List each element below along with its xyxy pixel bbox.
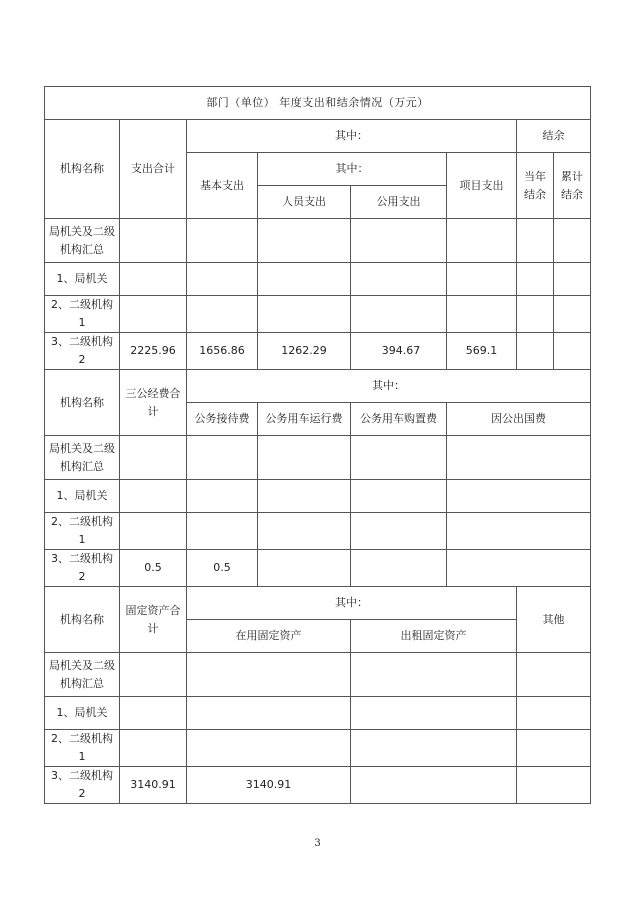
org-name: 局机关及二级机构汇总 (45, 653, 120, 697)
cell-leased (351, 697, 517, 730)
cell-in-use: 3140.91 (187, 767, 351, 804)
table-row (45, 513, 591, 550)
header-fixed-assets-total: 固定资产合计 (120, 587, 187, 653)
cell-personnel (258, 219, 351, 263)
header-personnel-expense: 人员支出 (258, 186, 351, 219)
org-name: 局机关及二级机构汇总 (45, 219, 120, 263)
cell-total: 0.5 (120, 550, 187, 587)
header-basic-expense: 基本支出 (187, 153, 258, 219)
cell-reception (187, 436, 258, 480)
table-row (45, 697, 591, 730)
header-org-name: 机构名称 (45, 587, 120, 653)
cell-vehicle-purchase (351, 513, 447, 550)
cell-total (120, 263, 187, 296)
cell-personnel: 1262.29 (258, 333, 351, 370)
table-row (45, 653, 591, 697)
cell-leased (351, 730, 517, 767)
header-among-basic: 其中： (258, 153, 447, 186)
cell-project (447, 219, 517, 263)
cell-other (517, 653, 591, 697)
cell-basic: 1656.86 (187, 333, 258, 370)
cell-basic (187, 263, 258, 296)
org-name: 2、二级机构1 (45, 730, 120, 767)
cell-overseas-travel (447, 513, 591, 550)
cell-reception (187, 513, 258, 550)
cell-vehicle-purchase (351, 436, 447, 480)
table-row (45, 219, 591, 263)
cell-total (120, 480, 187, 513)
budget-table (44, 86, 591, 804)
cell-project (447, 296, 517, 333)
header-other: 其他 (517, 587, 591, 653)
cell-cumulative-balance (554, 296, 591, 333)
cell-leased (351, 653, 517, 697)
cell-personnel (258, 263, 351, 296)
header-overseas-travel: 因公出国费 (447, 403, 591, 436)
cell-vehicle-purchase (351, 550, 447, 587)
table-row (45, 767, 591, 804)
cell-total (120, 653, 187, 697)
cell-personnel (258, 296, 351, 333)
cell-total (120, 436, 187, 480)
header-among: 其中： (187, 120, 517, 153)
header-project-expense: 项目支出 (447, 153, 517, 219)
cell-total: 3140.91 (120, 767, 187, 804)
header-vehicle-purchase: 公务用车购置费 (351, 403, 447, 436)
cell-public: 394.67 (351, 333, 447, 370)
table-row (45, 263, 591, 296)
cell-total (120, 730, 187, 767)
cell-public (351, 296, 447, 333)
table-row (45, 550, 591, 587)
header-among: 其中： (187, 587, 517, 620)
org-name: 1、局机关 (45, 263, 120, 296)
cell-leased (351, 767, 517, 804)
header-three-public-total: 三公经费合计 (120, 370, 187, 436)
header-reception: 公务接待费 (187, 403, 258, 436)
header-org-name: 机构名称 (45, 120, 120, 219)
header-expense-total: 支出合计 (120, 120, 187, 219)
cell-total: 2225.96 (120, 333, 187, 370)
org-name: 2、二级机构1 (45, 296, 120, 333)
header-in-use-assets: 在用固定资产 (187, 620, 351, 653)
cell-vehicle-purchase (351, 480, 447, 513)
cell-current-balance (517, 296, 554, 333)
cell-current-balance (517, 333, 554, 370)
cell-total (120, 697, 187, 730)
cell-cumulative-balance (554, 263, 591, 296)
header-leased-assets: 出租固定资产 (351, 620, 517, 653)
table-row (45, 333, 591, 370)
org-name: 1、局机关 (45, 697, 120, 730)
header-current-year-balance: 当年结余 (517, 153, 554, 219)
header-org-name: 机构名称 (45, 370, 120, 436)
org-name: 3、二级机构2 (45, 550, 120, 587)
cell-current-balance (517, 263, 554, 296)
cell-in-use (187, 697, 351, 730)
cell-vehicle-operation (258, 513, 351, 550)
cell-other (517, 697, 591, 730)
table-row (45, 436, 591, 480)
cell-vehicle-operation (258, 480, 351, 513)
header-public-expense: 公用支出 (351, 186, 447, 219)
cell-reception (187, 480, 258, 513)
page-number: 3 (314, 838, 321, 849)
cell-overseas-travel (447, 436, 591, 480)
header-balance: 结余 (517, 120, 591, 153)
cell-total (120, 219, 187, 263)
header-among: 其中： (187, 370, 591, 403)
cell-in-use (187, 653, 351, 697)
org-name: 3、二级机构2 (45, 767, 120, 804)
cell-project (447, 263, 517, 296)
cell-overseas-travel (447, 550, 591, 587)
cell-basic (187, 296, 258, 333)
table-row (45, 296, 591, 333)
cell-vehicle-operation (258, 550, 351, 587)
cell-vehicle-operation (258, 436, 351, 480)
org-name: 2、二级机构1 (45, 513, 120, 550)
cell-total (120, 513, 187, 550)
table-title: 部门（单位） 年度支出和结余情况（万元） (45, 87, 591, 120)
cell-cumulative-balance (554, 219, 591, 263)
cell-overseas-travel (447, 480, 591, 513)
cell-current-balance (517, 219, 554, 263)
org-name: 3、二级机构2 (45, 333, 120, 370)
cell-public (351, 219, 447, 263)
header-cumulative-balance: 累计结余 (554, 153, 591, 219)
header-vehicle-operation: 公务用车运行费 (258, 403, 351, 436)
table-row (45, 480, 591, 513)
cell-reception: 0.5 (187, 550, 258, 587)
cell-other (517, 730, 591, 767)
cell-in-use (187, 730, 351, 767)
cell-cumulative-balance (554, 333, 591, 370)
cell-other (517, 767, 591, 804)
cell-project: 569.1 (447, 333, 517, 370)
table-row (45, 730, 591, 767)
org-name: 1、局机关 (45, 480, 120, 513)
cell-total (120, 296, 187, 333)
org-name: 局机关及二级机构汇总 (45, 436, 120, 480)
cell-public (351, 263, 447, 296)
cell-basic (187, 219, 258, 263)
